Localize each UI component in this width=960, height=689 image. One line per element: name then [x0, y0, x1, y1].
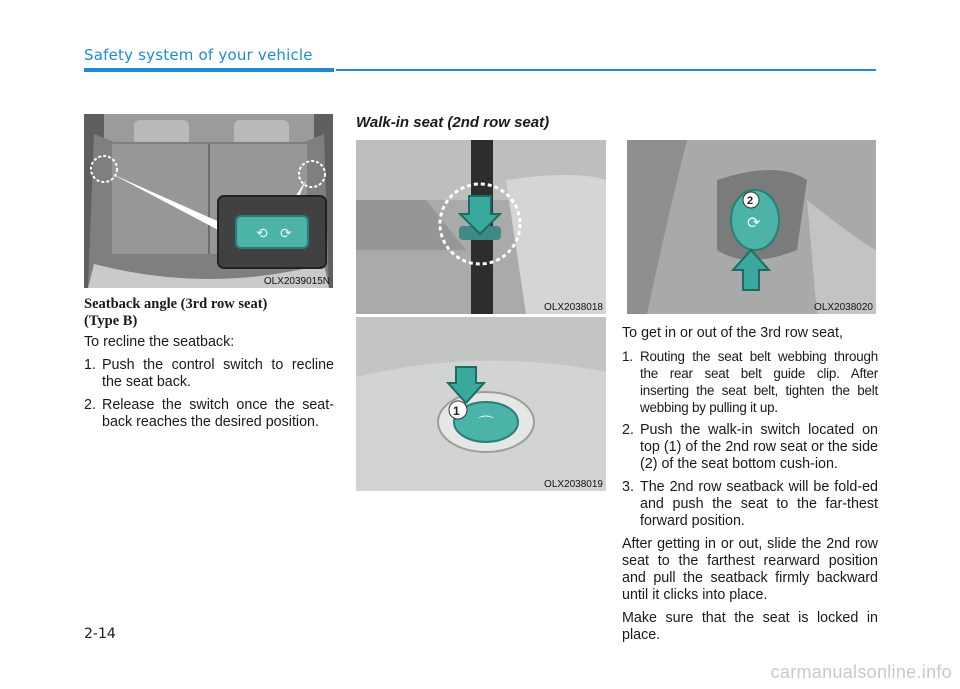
- step-number: 2.: [622, 422, 634, 438]
- callout-number: 2: [747, 195, 754, 207]
- figure-code: OLX2038020: [814, 302, 873, 313]
- step-number: 2.: [84, 397, 96, 413]
- list-item: [622, 479, 878, 530]
- header-rule-thick: [84, 68, 334, 72]
- heading-line: (Type B): [84, 313, 138, 329]
- section-header: Safety system of your vehicle: [84, 46, 313, 64]
- header-rule-thin: [336, 69, 876, 71]
- intro-text: To recline the seatback:: [84, 334, 235, 350]
- after-paragraph: After getting in or out, slide the 2nd row seat to the farthest rearward position and pull the seatback firmly backward until it clicks into place.: [622, 536, 878, 603]
- lock-paragraph: Make sure that the seat is locked in place.: [622, 610, 878, 643]
- callout-number: 1: [453, 404, 460, 418]
- step-text: The 2nd row seatback will be fold-ed and push the seat to the far-thest forward position.: [640, 479, 878, 529]
- heading-line: Seatback angle (3rd row seat): [84, 296, 268, 312]
- seatback-instructions: [84, 334, 334, 437]
- figure-code: OLX2038019: [544, 479, 603, 490]
- step-text: Routing the seat belt webbing through the rear seat belt guide clip. After inserting the seat belt, tighten the belt webbing by pulling it up.: [640, 349, 878, 415]
- svg-text:⟳: ⟳: [747, 213, 761, 232]
- intro-text: To get in or out of the 3rd row seat,: [622, 325, 843, 341]
- page-number: 2-14: [84, 626, 116, 642]
- belt-clip-figure: [356, 140, 606, 314]
- side-switch-figure: [627, 140, 876, 314]
- step-text: Release the switch once the seat-back reaches the desired position.: [102, 397, 334, 430]
- figure-code: OLX2038018: [544, 302, 603, 313]
- svg-text:⟳: ⟳: [280, 226, 292, 242]
- svg-text:⟲: ⟲: [256, 226, 268, 242]
- walk-in-title: Walk-in seat (2nd row seat): [356, 114, 550, 131]
- step-text: Push the walk-in switch located on top (1) of the 2nd row seat or the side (2) of the seat bottom cush-ion.: [640, 422, 878, 472]
- step-number: 1.: [622, 349, 633, 364]
- list-item: [84, 397, 334, 431]
- cargo-area-figure: [84, 114, 333, 288]
- figure-code: OLX2039015N: [263, 276, 330, 287]
- list-item: [84, 357, 334, 391]
- svg-text:⌒: ⌒: [478, 414, 495, 433]
- walk-in-instructions: [622, 325, 878, 650]
- list-item: [622, 348, 878, 416]
- step-text: Push the control switch to recline the seat back.: [102, 357, 334, 390]
- step-number: 3.: [622, 479, 634, 495]
- watermark: carmanualsonline.info: [770, 662, 952, 682]
- list-item: [622, 422, 878, 473]
- top-switch-figure: [356, 317, 606, 491]
- seatback-angle-heading: [84, 296, 334, 330]
- step-number: 1.: [84, 357, 96, 373]
